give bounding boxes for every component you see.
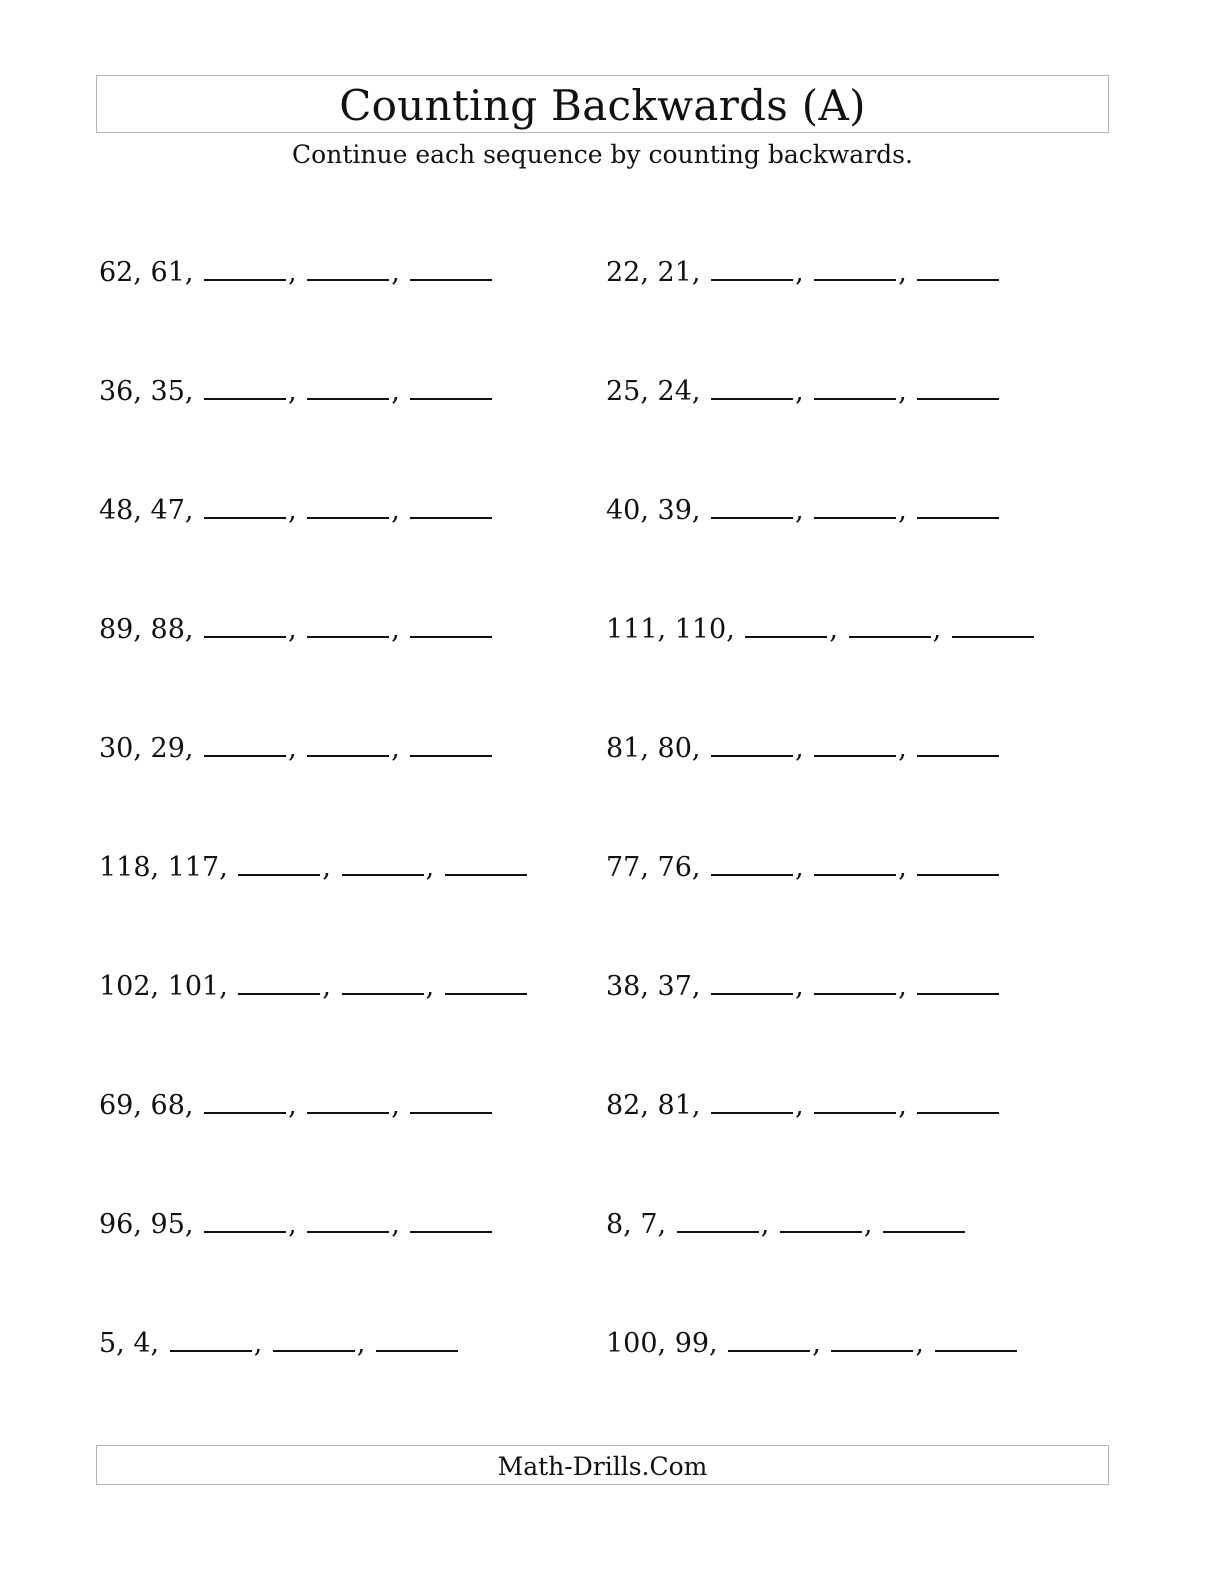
problem-15	[99, 1086, 494, 1126]
answer-blank[interactable]	[711, 259, 793, 281]
problem-grid	[99, 253, 1119, 1373]
problem-11	[99, 848, 529, 888]
problem-2	[606, 253, 1001, 293]
comma: ,	[898, 733, 907, 764]
answer-blank[interactable]	[728, 1330, 810, 1352]
answer-blank[interactable]	[410, 1092, 492, 1114]
answer-blank[interactable]	[814, 497, 896, 519]
sequence-start: 82, 81,	[606, 1090, 701, 1121]
comma: ,	[898, 495, 907, 526]
answer-blank[interactable]	[410, 497, 492, 519]
answer-blank[interactable]	[273, 1330, 355, 1352]
answer-blank[interactable]	[204, 616, 286, 638]
answer-blank[interactable]	[917, 1092, 999, 1114]
sequence-start: 48, 47,	[99, 495, 194, 526]
answer-blank[interactable]	[204, 378, 286, 400]
answer-blank[interactable]	[410, 1211, 492, 1233]
answer-blank[interactable]	[917, 378, 999, 400]
answer-blank[interactable]	[917, 735, 999, 757]
answer-blank[interactable]	[307, 1211, 389, 1233]
answer-blank[interactable]	[238, 854, 320, 876]
answer-blank[interactable]	[204, 497, 286, 519]
answer-blank[interactable]	[780, 1211, 862, 1233]
comma: ,	[932, 614, 942, 645]
answer-blank[interactable]	[204, 1092, 286, 1114]
footer-site-name: Math-Drills.Com	[497, 1451, 708, 1481]
comma: ,	[391, 1090, 400, 1121]
sequence-start: 36, 35,	[99, 376, 194, 407]
sequence-start: 30, 29,	[99, 733, 194, 764]
sequence-start: 102, 101,	[99, 971, 228, 1002]
sequence-start: 62, 61,	[99, 257, 194, 288]
problem-12	[606, 848, 1001, 888]
comma: ,	[253, 1328, 263, 1359]
answer-blank[interactable]	[307, 497, 389, 519]
answer-blank[interactable]	[376, 1330, 458, 1352]
comma: ,	[425, 971, 435, 1002]
comma: ,	[391, 257, 400, 288]
answer-blank[interactable]	[849, 616, 931, 638]
answer-blank[interactable]	[935, 1330, 1017, 1352]
comma: ,	[391, 614, 400, 645]
problem-13	[99, 967, 529, 1007]
answer-blank[interactable]	[831, 1330, 913, 1352]
answer-blank[interactable]	[883, 1211, 965, 1233]
problem-5	[99, 491, 494, 531]
answer-blank[interactable]	[711, 1092, 793, 1114]
answer-blank[interactable]	[917, 973, 999, 995]
sequence-start: 69, 68,	[99, 1090, 194, 1121]
answer-blank[interactable]	[917, 497, 999, 519]
comma: ,	[863, 1209, 873, 1240]
comma: ,	[915, 1328, 925, 1359]
answer-blank[interactable]	[711, 497, 793, 519]
comma: ,	[760, 1209, 770, 1240]
answer-blank[interactable]	[204, 1211, 286, 1233]
comma: ,	[288, 614, 297, 645]
comma: ,	[898, 852, 907, 883]
answer-blank[interactable]	[711, 854, 793, 876]
sequence-start: 8, 7,	[606, 1209, 667, 1240]
comma: ,	[288, 1209, 297, 1240]
problem-14	[606, 967, 1001, 1007]
sequence-start: 100, 99,	[606, 1328, 718, 1359]
problem-18	[606, 1205, 967, 1245]
instructions: Continue each sequence by counting backwards.	[292, 140, 913, 169]
comma: ,	[795, 1090, 804, 1121]
comma: ,	[898, 376, 907, 407]
answer-blank[interactable]	[307, 378, 389, 400]
answer-blank[interactable]	[204, 735, 286, 757]
comma: ,	[288, 1090, 297, 1121]
sequence-start: 22, 21,	[606, 257, 701, 288]
answer-blank[interactable]	[445, 973, 527, 995]
answer-blank[interactable]	[307, 1092, 389, 1114]
comma: ,	[288, 495, 297, 526]
answer-blank[interactable]	[711, 378, 793, 400]
sequence-start: 96, 95,	[99, 1209, 194, 1240]
answer-blank[interactable]	[307, 259, 389, 281]
sequence-start: 89, 88,	[99, 614, 194, 645]
answer-blank[interactable]	[814, 1092, 896, 1114]
problem-10	[606, 729, 1001, 769]
comma: ,	[795, 376, 804, 407]
answer-blank[interactable]	[917, 259, 999, 281]
comma: ,	[795, 852, 804, 883]
comma: ,	[288, 376, 297, 407]
answer-blank[interactable]	[204, 259, 286, 281]
problem-8	[606, 610, 1036, 650]
problem-7	[99, 610, 494, 650]
comma: ,	[898, 1090, 907, 1121]
comma: ,	[391, 733, 400, 764]
sequence-start: 5, 4,	[99, 1328, 160, 1359]
problem-4	[606, 372, 1001, 412]
answer-blank[interactable]	[814, 854, 896, 876]
comma: ,	[288, 733, 297, 764]
answer-blank[interactable]	[814, 378, 896, 400]
comma: ,	[391, 1209, 400, 1240]
problem-1	[99, 253, 494, 293]
comma: ,	[356, 1328, 366, 1359]
answer-blank[interactable]	[170, 1330, 252, 1352]
comma: ,	[812, 1328, 821, 1359]
comma: ,	[795, 733, 804, 764]
answer-blank[interactable]	[814, 259, 896, 281]
sequence-start: 118, 117,	[99, 852, 228, 883]
answer-blank[interactable]	[342, 854, 424, 876]
comma: ,	[391, 495, 400, 526]
comma: ,	[795, 257, 804, 288]
answer-blank[interactable]	[410, 616, 492, 638]
answer-blank[interactable]	[342, 973, 424, 995]
answer-blank[interactable]	[410, 259, 492, 281]
answer-blank[interactable]	[238, 973, 320, 995]
answer-blank[interactable]	[307, 616, 389, 638]
sequence-start: 111, 110,	[606, 614, 735, 645]
answer-blank[interactable]	[711, 973, 793, 995]
comma: ,	[322, 971, 332, 1002]
page-title: Counting Backwards (A)	[339, 81, 866, 130]
answer-blank[interactable]	[917, 854, 999, 876]
sequence-start: 40, 39,	[606, 495, 701, 526]
problem-9	[99, 729, 494, 769]
comma: ,	[898, 971, 907, 1002]
comma: ,	[829, 614, 839, 645]
sequence-start: 25, 24,	[606, 376, 701, 407]
answer-blank[interactable]	[814, 735, 896, 757]
problem-3	[99, 372, 494, 412]
answer-blank[interactable]	[445, 854, 527, 876]
sequence-start: 81, 80,	[606, 733, 701, 764]
comma: ,	[795, 495, 804, 526]
answer-blank[interactable]	[952, 616, 1034, 638]
answer-blank[interactable]	[711, 735, 793, 757]
problem-17	[99, 1205, 494, 1245]
sequence-start: 38, 37,	[606, 971, 701, 1002]
answer-blank[interactable]	[307, 735, 389, 757]
comma: ,	[898, 257, 907, 288]
answer-blank[interactable]	[814, 973, 896, 995]
sequence-start: 77, 76,	[606, 852, 701, 883]
problem-6	[606, 491, 1001, 531]
problem-16	[606, 1086, 1001, 1126]
problem-19	[99, 1324, 460, 1364]
title-box	[96, 75, 1109, 133]
comma: ,	[425, 852, 435, 883]
comma: ,	[391, 376, 400, 407]
answer-blank[interactable]	[410, 735, 492, 757]
problem-20	[606, 1324, 1019, 1364]
comma: ,	[288, 257, 297, 288]
answer-blank[interactable]	[745, 616, 827, 638]
answer-blank[interactable]	[677, 1211, 759, 1233]
footer-box	[96, 1445, 1109, 1485]
comma: ,	[322, 852, 332, 883]
comma: ,	[795, 971, 804, 1002]
answer-blank[interactable]	[410, 378, 492, 400]
